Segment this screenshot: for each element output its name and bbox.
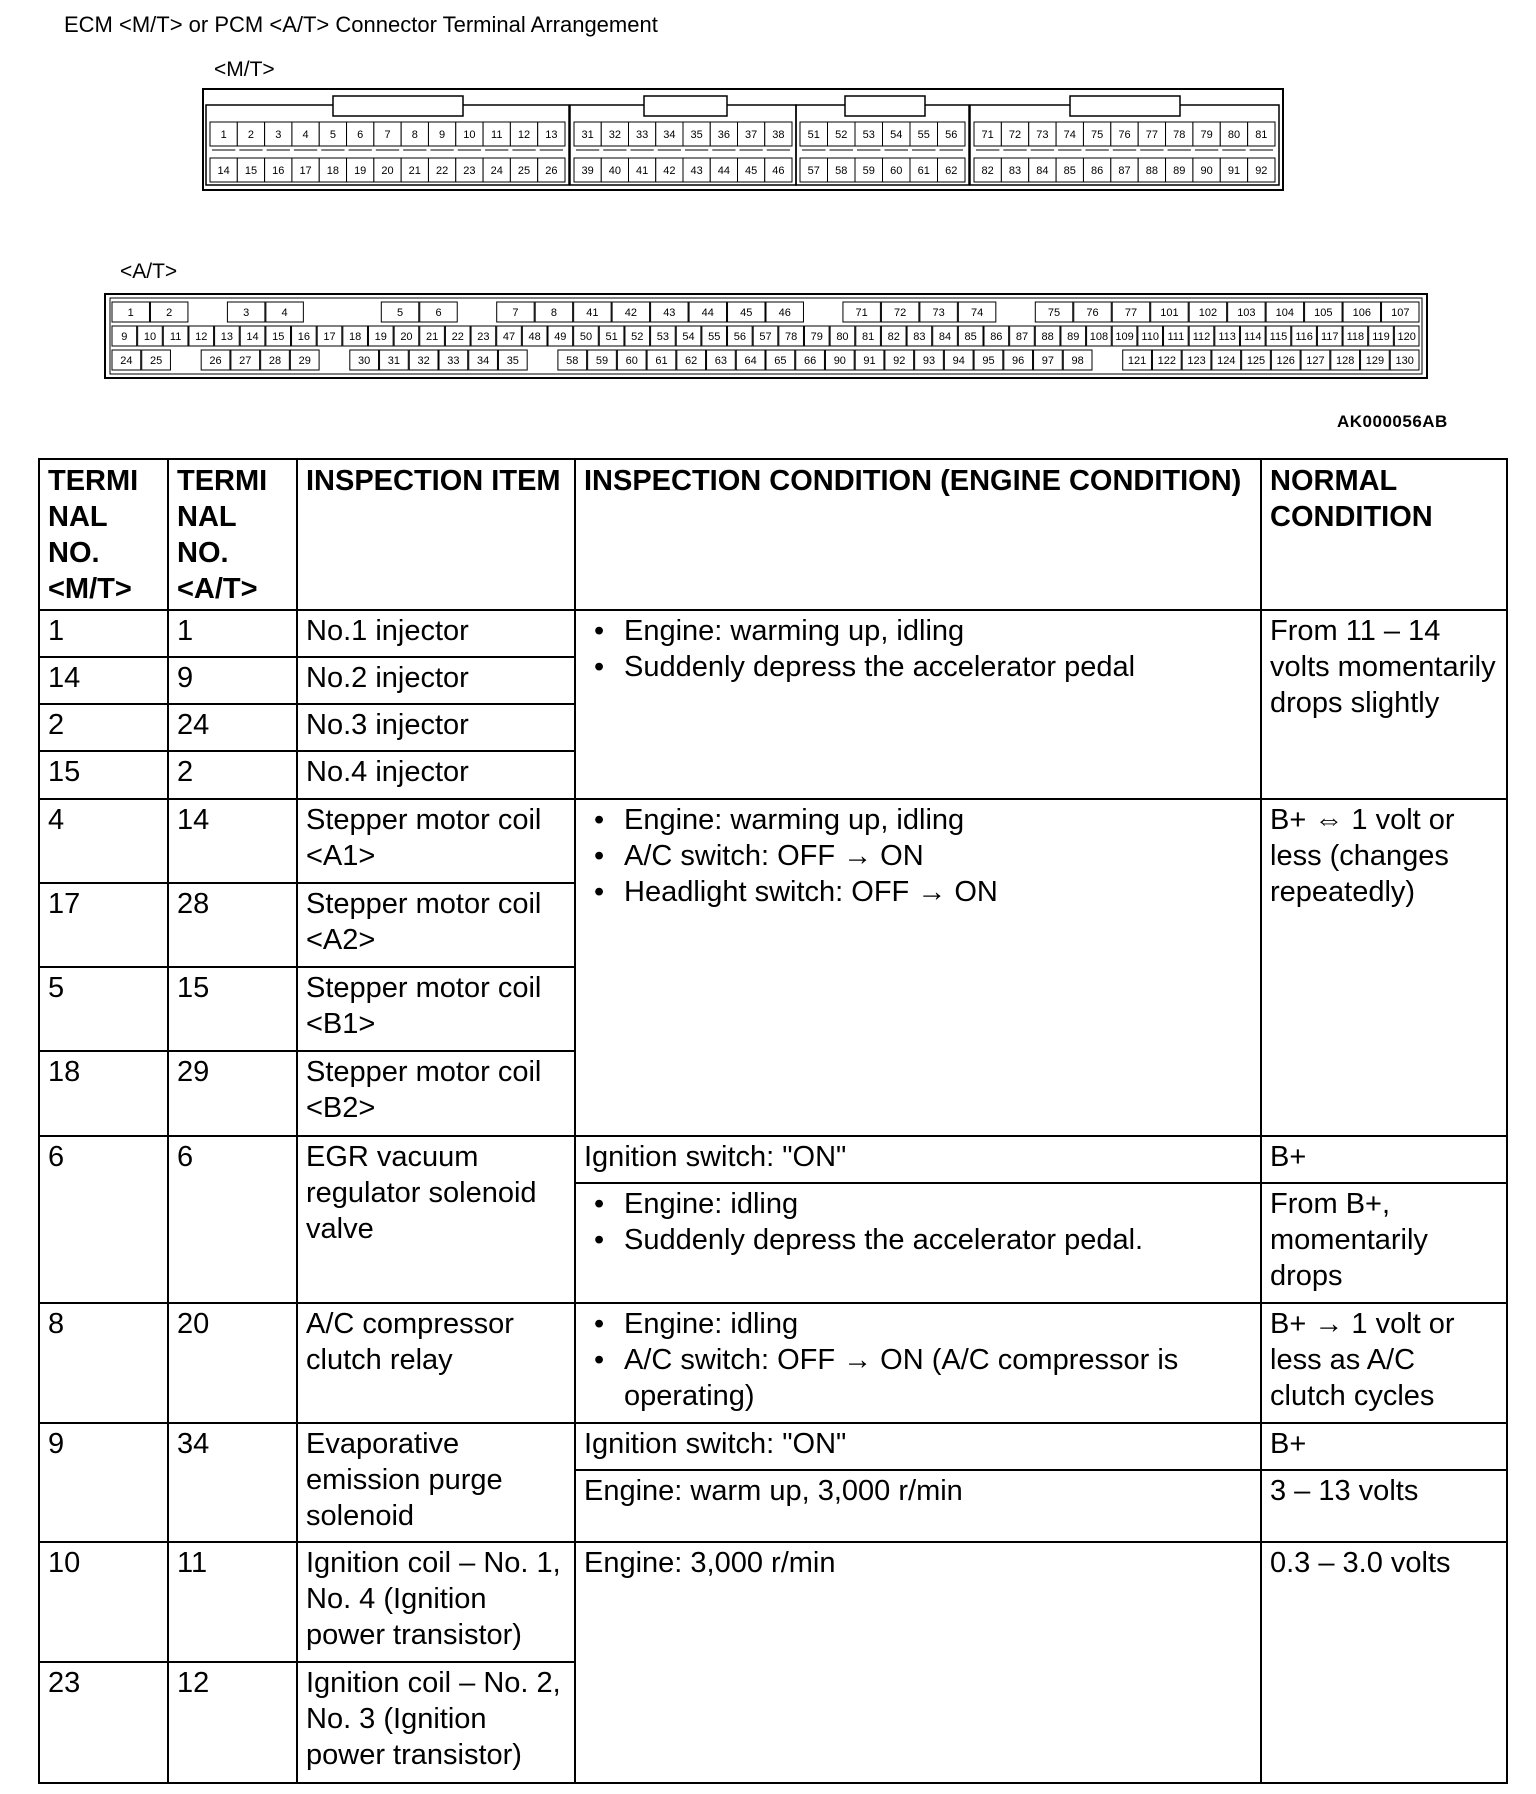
at-terminal-label: 64 — [744, 355, 757, 367]
at-terminal-label: 125 — [1246, 355, 1266, 367]
terminal-at: 11 — [168, 1542, 297, 1662]
at-terminal-label: 63 — [714, 355, 728, 367]
condition-item: • Engine: warming up, idling — [584, 613, 1252, 649]
terminal-mt: 18 — [39, 1051, 168, 1136]
at-terminal-label: 17 — [323, 331, 336, 343]
inspection-condition: Ignition switch: "ON" — [575, 1423, 1261, 1470]
at-terminal-label: 12 — [195, 331, 208, 343]
at-terminal-label: 79 — [810, 331, 823, 343]
condition-item: • Engine: warming up, idling — [584, 802, 1252, 838]
normal-condition: B+ → 1 volt or less as A/C clutch cycles — [1261, 1303, 1507, 1423]
mt-terminal-label: 7 — [384, 129, 391, 141]
at-terminal-label: 108 — [1089, 331, 1109, 343]
header-inspection-item: INSPECTION ITEM — [297, 459, 575, 610]
table-row — [39, 610, 1507, 657]
mt-terminal-label: 82 — [981, 165, 994, 177]
mt-terminal-label: 77 — [1145, 129, 1158, 141]
table-row — [39, 1136, 1507, 1183]
at-terminal-label: 14 — [246, 331, 259, 343]
inspection-item: A/C compressor clutch relay — [297, 1303, 575, 1423]
header-normal-condition: NORMAL CONDITION — [1261, 459, 1507, 610]
terminal-mt: 2 — [39, 704, 168, 751]
at-terminal-label: 35 — [506, 355, 519, 367]
at-terminal-label: 54 — [682, 331, 695, 343]
at-terminal-label: 93 — [922, 355, 936, 367]
at-terminal-label: 81 — [861, 331, 875, 343]
at-terminal-label: 52 — [631, 331, 644, 343]
at-terminal-label: 117 — [1320, 331, 1339, 343]
at-terminal-label: 94 — [952, 355, 965, 367]
inspection-item: Stepper motor coil <A1> — [297, 799, 575, 883]
at-terminal-label: 103 — [1237, 307, 1256, 319]
mt-terminal-label: 54 — [890, 129, 903, 141]
terminal-at: 15 — [168, 967, 297, 1051]
condition-item: • A/C switch: OFF → ON — [584, 838, 1252, 874]
at-terminal-label: 73 — [932, 307, 945, 319]
at-terminal-label: 47 — [502, 331, 516, 343]
at-terminal-label: 53 — [656, 331, 670, 343]
at-terminal-label: 43 — [663, 307, 676, 319]
mt-terminal-label: 36 — [717, 129, 730, 141]
at-terminal-label: 24 — [120, 355, 133, 367]
at-terminal-label: 90 — [833, 355, 846, 367]
at-terminal-label: 26 — [209, 355, 222, 367]
mt-terminal-label: 57 — [807, 165, 820, 177]
inspection-item: No.1 injector — [297, 610, 575, 657]
mt-terminal-label: 1 — [220, 129, 227, 141]
at-terminal-label: 95 — [982, 355, 995, 367]
mt-terminal-label: 71 — [981, 129, 994, 141]
mt-terminal-label: 34 — [663, 129, 676, 141]
mt-terminal-label: 37 — [745, 129, 758, 141]
mt-terminal-label: 20 — [381, 165, 394, 177]
mt-terminal-label: 19 — [354, 165, 367, 177]
mt-terminal-label: 88 — [1145, 165, 1158, 177]
mt-terminal-label: 24 — [490, 165, 503, 177]
mt-terminal-label: 91 — [1227, 165, 1241, 177]
at-terminal-label: 27 — [239, 355, 252, 367]
header-inspection-condition: INSPECTION CONDITION (ENGINE CONDITION) — [575, 459, 1261, 610]
mt-terminal-label: 17 — [299, 165, 312, 177]
mt-terminal-label: 52 — [835, 129, 848, 141]
mt-terminal-label: 53 — [862, 129, 875, 141]
mt-terminal-label: 81 — [1255, 129, 1268, 141]
mt-terminal-label: 60 — [890, 165, 903, 177]
at-terminal-label: 16 — [297, 331, 310, 343]
terminal-mt: 5 — [39, 967, 168, 1051]
at-terminal-label: 66 — [803, 355, 817, 367]
mt-terminal-label: 15 — [244, 165, 258, 177]
image-id: AK000056AB — [1337, 412, 1448, 431]
inspection-condition — [575, 1183, 1261, 1303]
at-terminal-label: 4 — [281, 307, 288, 319]
terminal-inspection-table — [38, 458, 1508, 1784]
header-terminal-mt: TERMI NAL NO. <M/T> — [39, 459, 168, 610]
normal-condition: 0.3 – 3.0 volts — [1261, 1542, 1507, 1783]
at-terminal-label: 84 — [938, 331, 952, 343]
page-title: ECM <M/T> or PCM <A/T> Connector Terminal Arrangement — [64, 12, 658, 37]
mt-terminal-label: 90 — [1200, 165, 1213, 177]
terminal-mt: 23 — [39, 1662, 168, 1783]
at-terminal-label: 30 — [358, 355, 371, 367]
at-terminal-label: 71 — [855, 307, 868, 319]
mt-terminal-label: 4 — [302, 129, 309, 141]
at-terminal-label: 10 — [143, 331, 157, 343]
inspection-item: EGR vacuum regulator solenoid valve — [297, 1136, 575, 1303]
at-terminal-label: 55 — [708, 331, 721, 343]
condition-item: • Suddenly depress the accelerator pedal — [584, 649, 1252, 685]
mt-terminal-label: 33 — [636, 129, 649, 141]
mt-terminal-label: 85 — [1063, 165, 1076, 177]
mt-terminal-label: 12 — [517, 129, 531, 141]
at-terminal-label: 128 — [1336, 355, 1355, 367]
inspection-item: No.2 injector — [297, 657, 575, 704]
mt-terminal-label: 46 — [772, 165, 785, 177]
at-terminal-label: 119 — [1372, 331, 1390, 343]
header-terminal-at: TERMI NAL NO. <A/T> — [168, 459, 297, 610]
mt-terminal-label: 38 — [772, 129, 785, 141]
at-terminal-label: 56 — [733, 331, 746, 343]
mt-terminal-label: 10 — [463, 129, 476, 141]
at-terminal-label: 7 — [512, 307, 519, 319]
at-terminal-label: 126 — [1276, 355, 1295, 367]
mt-terminal-label: 84 — [1036, 165, 1049, 177]
mt-terminal-label: 18 — [326, 165, 340, 177]
terminal-at: 1 — [168, 610, 297, 657]
inspection-item: Ignition coil – No. 2, No. 3 (Ignition power transistor) — [297, 1662, 575, 1783]
at-terminal-label: 18 — [349, 331, 362, 343]
at-terminal-label: 51 — [605, 331, 618, 343]
at-terminal-label: 1 — [127, 307, 134, 319]
condition-item: • Engine: idling — [584, 1186, 1252, 1222]
mt-terminal-label: 89 — [1173, 165, 1186, 177]
connector-diagrams — [0, 0, 1536, 400]
mt-terminal-label: 42 — [663, 165, 676, 177]
terminal-mt: 17 — [39, 883, 168, 967]
mt-terminal-label: 8 — [411, 129, 418, 141]
mt-terminal-label: 25 — [517, 165, 531, 177]
at-terminal-label: 50 — [579, 331, 593, 343]
mt-terminal-label: 11 — [491, 129, 503, 141]
at-terminal-label: 8 — [550, 307, 557, 319]
inspection-condition — [575, 799, 1261, 1136]
mt-terminal-label: 73 — [1036, 129, 1049, 141]
normal-condition: B+ — [1261, 1423, 1507, 1470]
mt-terminal-label: 76 — [1118, 129, 1131, 141]
at-terminal-label: 127 — [1306, 355, 1325, 367]
at-terminal-label: 116 — [1295, 331, 1313, 343]
terminal-mt: 15 — [39, 751, 168, 799]
at-terminal-label: 130 — [1395, 355, 1414, 367]
mt-terminal-label: 59 — [862, 165, 875, 177]
inspection-item: Evaporative emission purge solenoid — [297, 1423, 575, 1542]
at-terminal-label: 3 — [243, 307, 250, 319]
at-terminal-label: 98 — [1071, 355, 1084, 367]
mt-terminal-label: 55 — [917, 129, 930, 141]
at-terminal-label: 80 — [836, 331, 849, 343]
mt-terminal-label: 92 — [1255, 165, 1268, 177]
terminal-mt: 10 — [39, 1542, 168, 1662]
mt-terminal-label: 6 — [357, 129, 364, 141]
mt-terminal-label: 9 — [439, 129, 446, 141]
at-connector-label: <A/T> — [120, 260, 178, 283]
inspection-condition — [575, 610, 1261, 799]
at-terminal-label: 46 — [778, 307, 791, 319]
table-row — [39, 1542, 1507, 1662]
terminal-at: 20 — [168, 1303, 297, 1423]
at-terminal-label: 121 — [1127, 355, 1147, 367]
at-terminal-label: 115 — [1269, 331, 1288, 343]
at-terminal-label: 9 — [121, 331, 128, 343]
at-terminal-label: 77 — [1124, 307, 1138, 319]
mt-terminal-label: 87 — [1118, 165, 1131, 177]
at-terminal-label: 23 — [477, 331, 490, 343]
at-terminal-label: 113 — [1218, 331, 1236, 343]
at-terminal-label: 58 — [566, 355, 579, 367]
table-row — [39, 1423, 1507, 1470]
mt-connector-label: <M/T> — [214, 58, 275, 81]
table-row — [39, 1303, 1507, 1423]
at-terminal-label: 109 — [1115, 331, 1134, 343]
mt-terminal-label: 72 — [1008, 129, 1022, 141]
mt-connector-key — [845, 96, 925, 116]
at-terminal-label: 32 — [417, 355, 430, 367]
mt-terminal-label: 21 — [408, 165, 421, 177]
at-terminal-label: 97 — [1041, 355, 1055, 367]
at-terminal-label: 129 — [1365, 355, 1385, 367]
mt-terminal-label: 44 — [717, 165, 730, 177]
mt-terminal-label: 39 — [581, 165, 594, 177]
inspection-item: Stepper motor coil <B1> — [297, 967, 575, 1051]
at-terminal-label: 96 — [1012, 355, 1025, 367]
at-terminal-label: 105 — [1314, 307, 1333, 319]
inspection-item: Ignition coil – No. 1, No. 4 (Ignition power transistor) — [297, 1542, 575, 1662]
at-terminal-label: 59 — [595, 355, 609, 367]
at-terminal-label: 42 — [624, 307, 637, 319]
at-terminal-label: 92 — [893, 355, 906, 367]
at-terminal-label: 110 — [1141, 331, 1159, 343]
at-terminal-label: 72 — [894, 307, 907, 319]
at-terminal-label: 60 — [625, 355, 638, 367]
mt-terminal-label: 45 — [745, 165, 758, 177]
terminal-at: 6 — [168, 1136, 297, 1303]
mt-terminal-label: 40 — [608, 165, 621, 177]
terminal-at: 24 — [168, 704, 297, 751]
mt-connector-key — [333, 96, 463, 116]
mt-terminal-label: 26 — [545, 165, 558, 177]
mt-terminal-label: 74 — [1063, 129, 1076, 141]
at-terminal-label: 112 — [1192, 331, 1211, 343]
at-terminal-label: 74 — [970, 307, 984, 319]
at-terminal-label: 2 — [166, 307, 173, 319]
normal-condition: From 11 – 14 volts momentarily drops slightly — [1261, 610, 1507, 799]
mt-connector-key — [1070, 96, 1180, 116]
at-terminal-label: 78 — [785, 331, 798, 343]
inspection-item: No.3 injector — [297, 704, 575, 751]
inspection-item: No.4 injector — [297, 751, 575, 799]
mt-connector-key — [644, 96, 727, 116]
mt-terminal-label: 3 — [275, 129, 282, 141]
at-terminal-label: 114 — [1244, 331, 1262, 343]
mt-terminal-label: 16 — [272, 165, 285, 177]
at-terminal-label: 44 — [701, 307, 714, 319]
table-header-row — [39, 459, 1507, 610]
terminal-mt: 14 — [39, 657, 168, 704]
at-terminal-label: 28 — [268, 355, 282, 367]
terminal-at: 29 — [168, 1051, 297, 1136]
at-terminal-label: 6 — [435, 307, 442, 319]
at-terminal-label: 15 — [272, 331, 285, 343]
at-terminal-label: 41 — [586, 307, 599, 319]
terminal-at: 34 — [168, 1423, 297, 1542]
inspection-item: Stepper motor coil <B2> — [297, 1051, 575, 1136]
at-terminal-label: 76 — [1086, 307, 1099, 319]
at-terminal-label: 65 — [774, 355, 787, 367]
mt-terminal-label: 43 — [690, 165, 703, 177]
at-terminal-label: 22 — [451, 331, 464, 343]
mt-terminal-label: 61 — [917, 165, 930, 177]
at-terminal-label: 107 — [1391, 307, 1410, 319]
at-terminal-label: 21 — [425, 331, 439, 343]
at-terminal-label: 33 — [447, 355, 460, 367]
at-terminal-label: 83 — [913, 331, 926, 343]
condition-item: • Suddenly depress the accelerator pedal. — [584, 1222, 1252, 1258]
normal-condition: B+ ⇔ 1 volt or less (changes repeatedly) — [1261, 799, 1507, 1136]
mt-terminal-label: 80 — [1227, 129, 1241, 141]
terminal-at: 28 — [168, 883, 297, 967]
at-terminal-label: 106 — [1352, 307, 1371, 319]
at-terminal-label: 91 — [863, 355, 876, 367]
at-terminal-label: 85 — [964, 331, 977, 343]
condition-item: • Headlight switch: OFF → ON — [584, 874, 1252, 910]
normal-condition: B+ — [1261, 1136, 1507, 1183]
at-terminal-label: 124 — [1217, 355, 1236, 367]
mt-terminal-label: 75 — [1091, 129, 1104, 141]
table-row — [39, 799, 1507, 883]
mt-terminal-label: 56 — [945, 129, 958, 141]
mt-terminal-label: 13 — [545, 129, 558, 141]
mt-terminal-label: 86 — [1091, 165, 1104, 177]
mt-terminal-label: 31 — [581, 129, 594, 141]
at-terminal-label: 13 — [220, 331, 234, 343]
mt-terminal-label: 32 — [608, 129, 621, 141]
mt-terminal-label: 51 — [807, 129, 820, 141]
at-terminal-label: 45 — [740, 307, 753, 319]
at-terminal-label: 102 — [1198, 307, 1218, 319]
mt-terminal-label: 83 — [1008, 165, 1022, 177]
mt-terminal-label: 58 — [835, 165, 848, 177]
terminal-at: 14 — [168, 799, 297, 883]
normal-condition: From B+, momentarily drops — [1261, 1183, 1507, 1303]
at-terminal-label: 87 — [1015, 331, 1029, 343]
terminal-at: 2 — [168, 751, 297, 799]
mt-terminal-label: 35 — [690, 129, 703, 141]
at-terminal-label: 61 — [655, 355, 668, 367]
at-terminal-label: 48 — [528, 331, 541, 343]
terminal-at: 9 — [168, 657, 297, 704]
at-terminal-label: 34 — [476, 355, 490, 367]
mt-terminal-label: 22 — [435, 165, 449, 177]
at-terminal-label: 118 — [1346, 331, 1365, 343]
at-terminal-label: 89 — [1067, 331, 1080, 343]
at-terminal-label: 62 — [685, 355, 698, 367]
at-terminal-label: 49 — [554, 331, 567, 343]
mt-terminal-label: 79 — [1200, 129, 1213, 141]
at-terminal-label: 86 — [990, 331, 1003, 343]
inspection-condition: Engine: 3,000 r/min — [575, 1542, 1261, 1783]
at-terminal-label: 19 — [374, 331, 387, 343]
at-terminal-label: 111 — [1167, 331, 1185, 343]
mt-terminal-label: 5 — [329, 129, 336, 141]
at-terminal-label: 88 — [1041, 331, 1054, 343]
mt-terminal-label: 2 — [247, 129, 255, 141]
normal-condition: 3 – 13 volts — [1261, 1470, 1507, 1542]
at-terminal-label: 57 — [759, 331, 772, 343]
terminal-mt: 6 — [39, 1136, 168, 1303]
condition-item: • Engine: idling — [584, 1306, 1252, 1342]
at-terminal-label: 123 — [1187, 355, 1206, 367]
at-terminal-label: 29 — [298, 355, 311, 367]
mt-terminal-label: 62 — [945, 165, 958, 177]
at-terminal-label: 82 — [887, 331, 900, 343]
at-terminal-label: 25 — [149, 355, 163, 367]
inspection-item: Stepper motor coil <A2> — [297, 883, 575, 967]
at-terminal-label: 5 — [396, 307, 404, 319]
at-terminal-label: 31 — [387, 355, 401, 367]
terminal-at: 12 — [168, 1662, 297, 1783]
mt-terminal-label: 23 — [463, 165, 476, 177]
terminal-mt: 4 — [39, 799, 168, 883]
inspection-condition: Engine: warm up, 3,000 r/min — [575, 1470, 1261, 1542]
at-terminal-label: 104 — [1275, 307, 1295, 319]
condition-item: • A/C switch: OFF → ON (A/C compressor is operating) — [584, 1342, 1252, 1414]
inspection-condition — [575, 1303, 1261, 1423]
at-terminal-label: 20 — [400, 331, 413, 343]
mt-terminal-label: 41 — [636, 165, 649, 177]
at-terminal-label: 122 — [1157, 355, 1176, 367]
at-terminal-label: 11 — [169, 331, 182, 343]
terminal-mt: 8 — [39, 1303, 168, 1423]
mt-terminal-label: 78 — [1173, 129, 1186, 141]
mt-terminal-label: 14 — [217, 165, 230, 177]
at-terminal-label: 120 — [1397, 331, 1416, 343]
at-terminal-label: 101 — [1160, 307, 1179, 319]
at-terminal-label: 75 — [1047, 307, 1061, 319]
inspection-condition: Ignition switch: "ON" — [575, 1136, 1261, 1183]
terminal-mt: 1 — [39, 610, 168, 657]
terminal-mt: 9 — [39, 1423, 168, 1542]
